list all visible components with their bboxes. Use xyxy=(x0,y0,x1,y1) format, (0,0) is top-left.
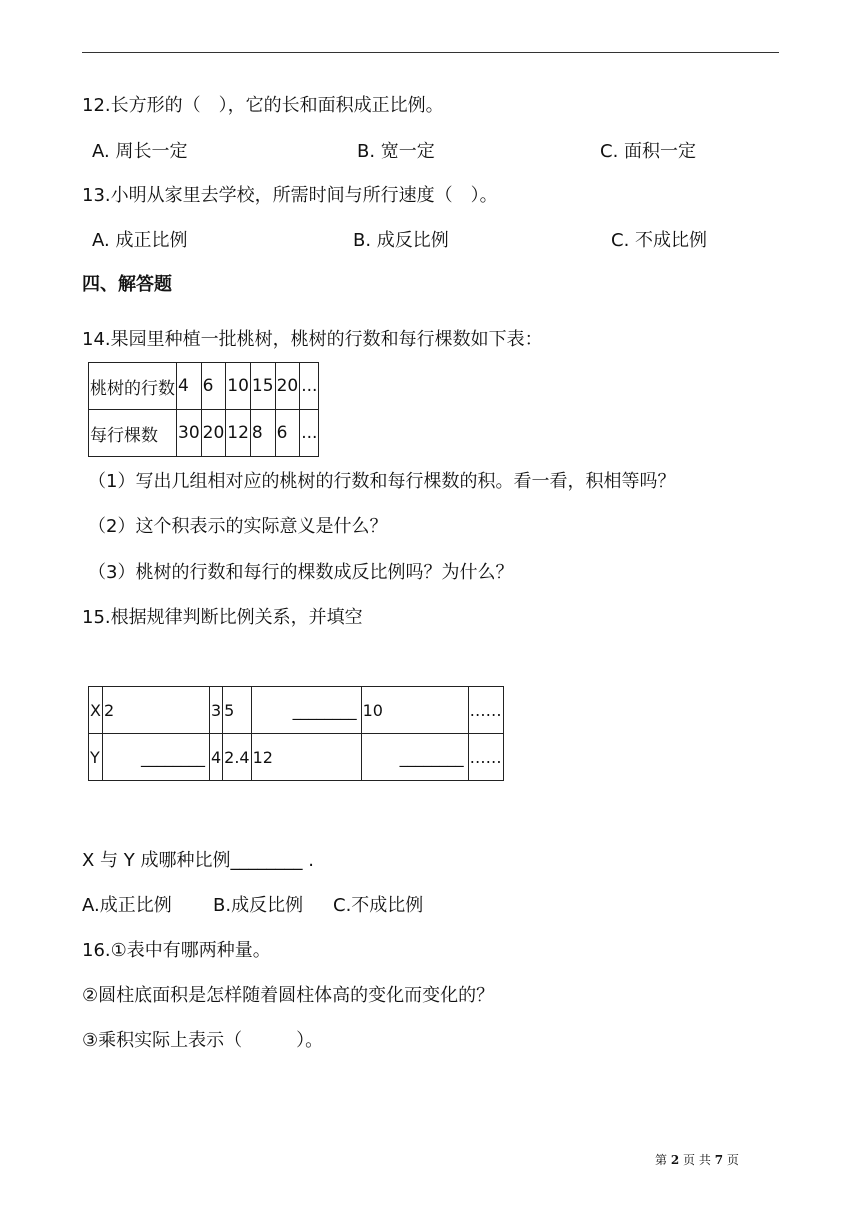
footer-suffix: 页 xyxy=(726,1153,739,1167)
table-cell: ... xyxy=(300,410,319,457)
table-row xyxy=(89,410,319,457)
table-cell: 4 xyxy=(209,734,222,781)
q14-table xyxy=(88,362,319,457)
table-row xyxy=(89,734,504,781)
table-cell: 6 xyxy=(201,363,226,410)
page-footer xyxy=(655,1151,739,1168)
table-cell: X xyxy=(89,687,103,734)
footer-prefix: 第 xyxy=(655,1153,668,1167)
q13-option-a: A. 成正比例 xyxy=(92,230,188,251)
q12-option-a: A. 周长一定 xyxy=(92,141,188,162)
q13-option-b: B. 成反比例 xyxy=(353,230,449,251)
q15-stem: 15.根据规律判断比例关系，并填空 xyxy=(82,607,363,628)
section-title: 四、解答题 xyxy=(82,274,172,295)
q16-line2: ②圆柱底面积是怎样随着圆柱体高的变化而变化的？ xyxy=(82,985,495,1006)
table-cell: 2.4 xyxy=(223,734,251,781)
table-cell: 6 xyxy=(275,410,300,457)
q15-table xyxy=(88,686,504,781)
q14-sub3: （3）桃树的行数和每行的棵数成反比例吗？为什么？ xyxy=(88,562,514,583)
table-cell: 10 xyxy=(226,363,251,410)
q12-option-c: C. 面积一定 xyxy=(600,141,697,162)
q14-stem: 14.果园里种植一批桃树，桃树的行数和每行棵数如下表： xyxy=(82,329,543,350)
q12-stem: 12.长方形的（ ），它的长和面积成正比例。 xyxy=(82,95,444,116)
table-cell: 30 xyxy=(177,410,202,457)
table-cell: 桃树的行数 xyxy=(89,363,177,410)
q14-sub2: （2）这个积表示的实际意义是什么？ xyxy=(88,516,388,537)
table-cell: ________ xyxy=(251,687,361,734)
q13-stem: 13.小明从家里去学校，所需时间与所行速度（ ）。 xyxy=(82,185,498,206)
table-cell: 12 xyxy=(226,410,251,457)
header-rule xyxy=(82,52,779,53)
table-cell: ... xyxy=(300,363,319,410)
q13-option-c: C. 不成比例 xyxy=(611,230,708,251)
table-cell: ________ xyxy=(361,734,468,781)
table-row xyxy=(89,687,504,734)
footer-page-number: 2 xyxy=(670,1153,680,1167)
q16-line1: 16.①表中有哪两种量。 xyxy=(82,940,271,961)
table-cell: 4 xyxy=(177,363,202,410)
footer-total-pages: 7 xyxy=(714,1153,724,1167)
table-cell: 20 xyxy=(201,410,226,457)
table-row xyxy=(89,363,319,410)
table-cell: Y xyxy=(89,734,103,781)
table-cell: …… xyxy=(468,734,503,781)
q12-option-b: B. 宽一定 xyxy=(357,141,435,162)
q15-question: X 与 Y 成哪种比例________ . xyxy=(82,850,314,871)
table-cell: 10 xyxy=(361,687,468,734)
table-cell: 8 xyxy=(250,410,275,457)
table-cell: 3 xyxy=(209,687,222,734)
q15-option-b: B.成反比例 xyxy=(213,895,304,916)
table-cell: 每行棵数 xyxy=(89,410,177,457)
q14-sub1: （1）写出几组相对应的桃树的行数和每行棵数的积。看一看，积相等吗？ xyxy=(88,471,676,492)
table-cell: …… xyxy=(468,687,503,734)
footer-middle: 页 共 xyxy=(683,1153,711,1167)
table-cell: 12 xyxy=(251,734,361,781)
q15-option-a: A.成正比例 xyxy=(82,895,172,916)
table-cell: 20 xyxy=(275,363,300,410)
table-cell: 2 xyxy=(102,687,209,734)
table-cell: 15 xyxy=(250,363,275,410)
table-cell: 5 xyxy=(223,687,251,734)
table-cell: ________ xyxy=(102,734,209,781)
q15-option-c: C.不成比例 xyxy=(333,895,424,916)
q16-line3: ③乘积实际上表示（ ）。 xyxy=(82,1030,324,1051)
